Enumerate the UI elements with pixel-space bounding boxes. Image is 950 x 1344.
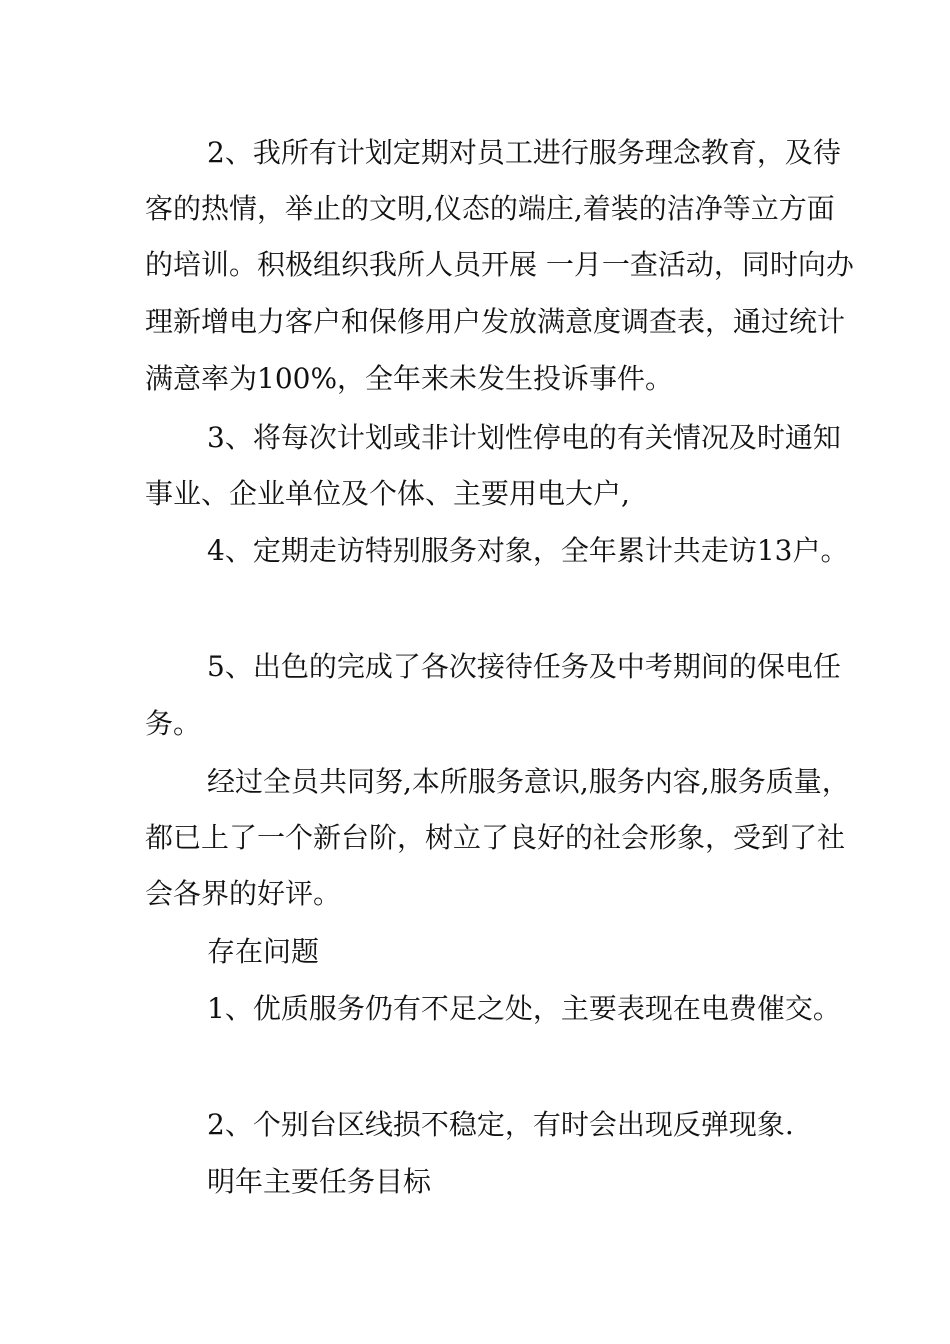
problem-item-2: 2、个别台区线损不稳定，有时会出现反弹现象.: [207, 1108, 794, 1141]
paragraph-2-line-5: 满意率为100%，全年来未发生投诉事件。: [145, 362, 674, 395]
paragraph-5-line-1: 5、出色的完成了各次接待任务及中考期间的保电任: [207, 650, 841, 683]
paragraph-3-line-2: 事业、企业单位及个体、主要用电大户,: [145, 477, 630, 510]
paragraph-6-line-2: 都已上了一个新台阶，树立了良好的社会形象，受到了社: [145, 821, 846, 854]
paragraph-4-line-1: 4、定期走访特别服务对象，全年累计共走访13户。: [207, 534, 849, 567]
paragraph-6-line-3: 会各界的好评。: [145, 877, 342, 910]
problem-item-1: 1、优质服务仍有不足之处，主要表现在电费催交。: [207, 992, 841, 1025]
paragraph-2-line-4: 理新增电力客户和保修用户发放满意度调查表，通过统计: [145, 305, 846, 338]
paragraph-5-line-2: 务。: [145, 707, 202, 740]
section-heading-next-year-goals: 明年主要任务目标: [207, 1165, 432, 1198]
paragraph-6-line-1: 经过全员共同努,本所服务意识,服务内容,服务质量，: [207, 765, 850, 798]
paragraph-2-line-1: 2、我所有计划定期对员工进行服务理念教育，及待: [207, 136, 841, 169]
paragraph-2-line-3: 的培训。积极组织我所人员开展 一月一查活动，同时向办: [145, 248, 854, 281]
paragraph-3-line-1: 3、将每次计划或非计划性停电的有关情况及时通知: [207, 421, 841, 454]
section-heading-problems: 存在问题: [207, 935, 320, 968]
paragraph-2-line-2: 客的热情，举止的文明,仪态的端庄,着装的洁净等立方面: [145, 192, 835, 225]
